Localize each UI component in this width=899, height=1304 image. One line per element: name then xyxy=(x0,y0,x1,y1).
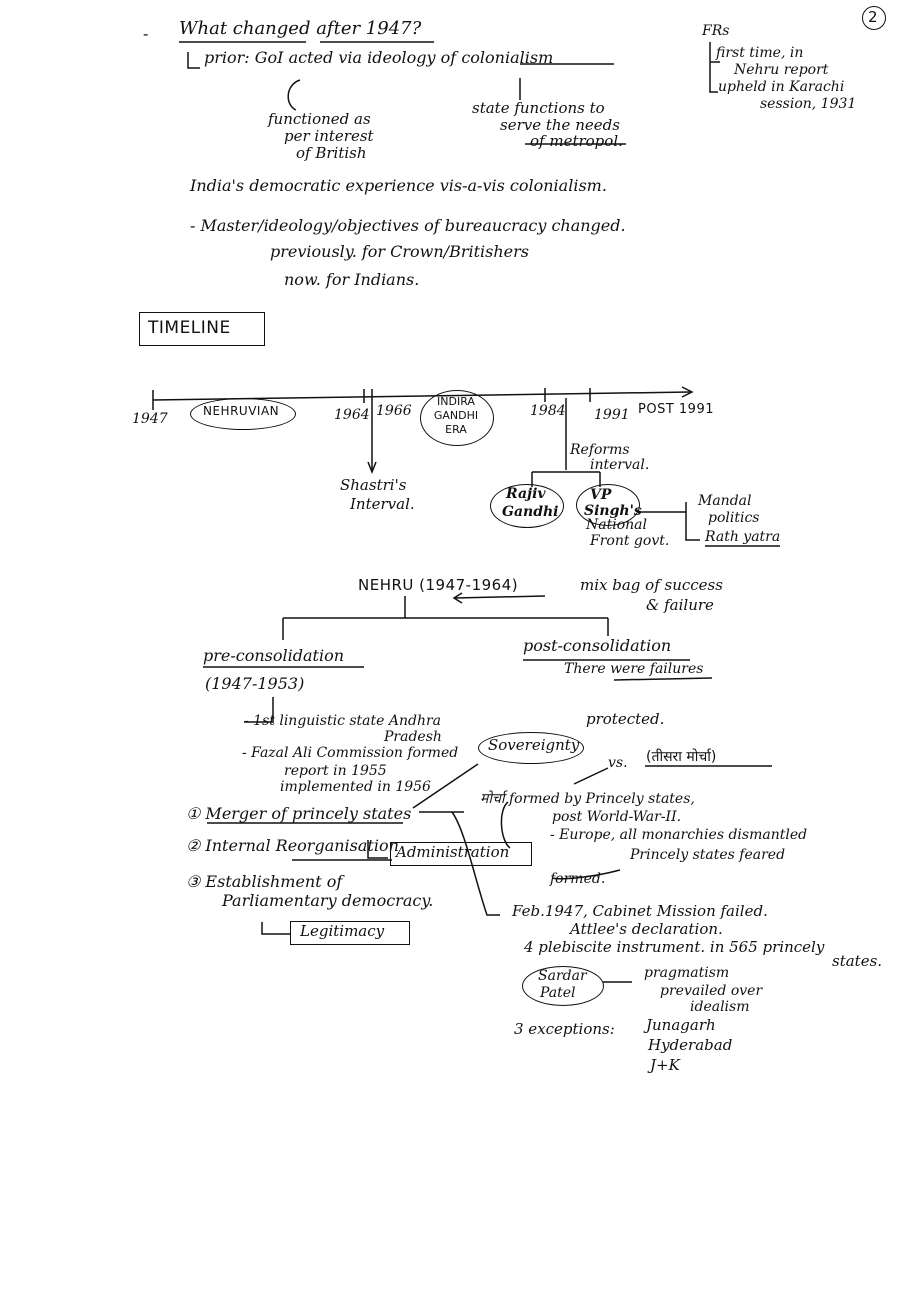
national-front-line: Front govt. xyxy=(590,533,670,549)
reforms-line: Reforms xyxy=(570,442,630,458)
nehruvian-label: NEHRUVIAN xyxy=(203,404,280,418)
indira-line: GANDHI xyxy=(433,409,479,422)
branch-left-line: per interest xyxy=(284,127,374,145)
branch-left-line: functioned as xyxy=(268,110,371,128)
branch-left-line: of British xyxy=(296,144,367,162)
national-front-line: National xyxy=(586,517,647,533)
post-1991: POST 1991 xyxy=(638,402,714,417)
nehru-heading: NEHRU (1947-1964) xyxy=(358,576,519,594)
democratic-line: India's democratic experience vis-a-vis colonialism. xyxy=(190,176,607,195)
pre-item: Pradesh xyxy=(384,729,442,745)
vp-line: VP xyxy=(590,487,612,503)
front-note-line: post World-War-II. xyxy=(552,809,682,825)
cabinet-line: Feb.1947, Cabinet Mission failed. xyxy=(512,902,768,920)
shastri-line: Shastri's xyxy=(340,476,407,494)
now-line: now. for Indians. xyxy=(284,270,420,289)
year-1966: 1966 xyxy=(376,403,412,419)
pre-item: - Fazal Ali Commission formed xyxy=(242,745,459,761)
fr-note-line: session, 1931 xyxy=(760,96,857,112)
fr-note-line: Nehru report xyxy=(734,62,829,78)
rajiv-line: Rajiv xyxy=(506,486,546,502)
year-1964: 1964 xyxy=(334,407,370,423)
front-note-line: मोर्चा formed by Princely states, xyxy=(480,791,695,807)
rajiv-line: Gandhi xyxy=(502,504,559,520)
bullet-dash: - xyxy=(143,24,149,43)
plebiscite-line: 4 plebiscite instrument. in 565 princely xyxy=(524,938,825,956)
mandal-line: Mandal xyxy=(698,493,752,509)
rath-yatra: Rath yatra xyxy=(705,529,781,545)
pre-consolidation: pre-consolidation xyxy=(203,646,345,665)
reforms-line: interval. xyxy=(590,457,650,473)
indira-line: ERA xyxy=(445,423,467,436)
previously-line: previously. for Crown/Britishers xyxy=(270,242,529,261)
front-note-line: - Europe, all monarchies dismantled xyxy=(550,827,808,843)
branch-right-line: of metropol. xyxy=(530,132,623,150)
post-consolidation: post-consolidation xyxy=(523,636,672,655)
pre-item: report in 1955 xyxy=(284,763,387,779)
year-1984: 1984 xyxy=(530,403,566,419)
pragmatism-line: idealism xyxy=(690,999,750,1015)
exception-item: Hyderabad xyxy=(648,1036,733,1054)
point-merger: ① Merger of princely states xyxy=(186,804,412,823)
front-note-line: formed. xyxy=(550,871,606,887)
shastri-line: Interval. xyxy=(350,495,415,513)
section-title: What changed after 1947? xyxy=(179,18,422,39)
post-note: There were failures xyxy=(564,661,704,677)
pre-item: implemented in 1956 xyxy=(280,779,431,795)
point-reorganisation: ② Internal Reorganisation xyxy=(186,836,399,855)
exceptions-label: 3 exceptions: xyxy=(514,1020,615,1038)
page-number: 2 xyxy=(868,8,879,26)
pragmatism-line: prevailed over xyxy=(660,983,763,999)
mandal-line: politics xyxy=(708,510,760,526)
point-democracy: Parliamentary democracy. xyxy=(222,891,434,910)
mixbag-line: & failure xyxy=(646,596,714,614)
vs-label: vs. xyxy=(608,755,628,771)
plebiscite-line: states. xyxy=(832,952,883,970)
sovereignty-label: Sovereignty xyxy=(488,736,580,754)
master-line: - Master/ideology/objectives of bureaucracy changed. xyxy=(190,216,626,235)
fr-note-line: FRs xyxy=(702,23,730,39)
legitimacy-label: Legitimacy xyxy=(300,922,385,940)
exception-item: Junagarh xyxy=(646,1016,716,1034)
timeline-heading: TIMELINE xyxy=(148,318,231,338)
front-note-line: Princely states feared xyxy=(630,847,786,863)
pragmatism-line: pragmatism xyxy=(644,965,730,981)
exception-item: J+K xyxy=(650,1056,680,1074)
administration-label: Administration xyxy=(396,843,510,861)
indira-line: INDIRA xyxy=(437,395,475,408)
prior-line: prior: GoI acted via ideology of colonialism xyxy=(204,48,554,67)
protected-label: protected. xyxy=(586,710,665,728)
vp-line: Singh's xyxy=(584,503,642,519)
year-1947: 1947 xyxy=(132,411,168,427)
point-establishment: ③ Establishment of xyxy=(186,872,343,891)
pre-item: - 1st linguistic state Andhra xyxy=(244,713,442,729)
pre-years: (1947-1953) xyxy=(205,674,305,693)
year-1991: 1991 xyxy=(594,407,630,423)
branch-right-line: state functions to xyxy=(472,99,605,117)
mixbag-line: mix bag of success xyxy=(580,576,723,594)
cabinet-line: Attlee's declaration. xyxy=(570,920,723,938)
fr-note-line: upheld in Karachi xyxy=(718,79,845,95)
hindi-term: (तीसरा मोर्चा) xyxy=(646,749,717,765)
branch-right-line: serve the needs xyxy=(500,116,620,134)
fr-note-line: first time, in xyxy=(716,45,804,61)
sardar-line: Patel xyxy=(540,985,576,1001)
sardar-line: Sardar xyxy=(538,968,587,984)
